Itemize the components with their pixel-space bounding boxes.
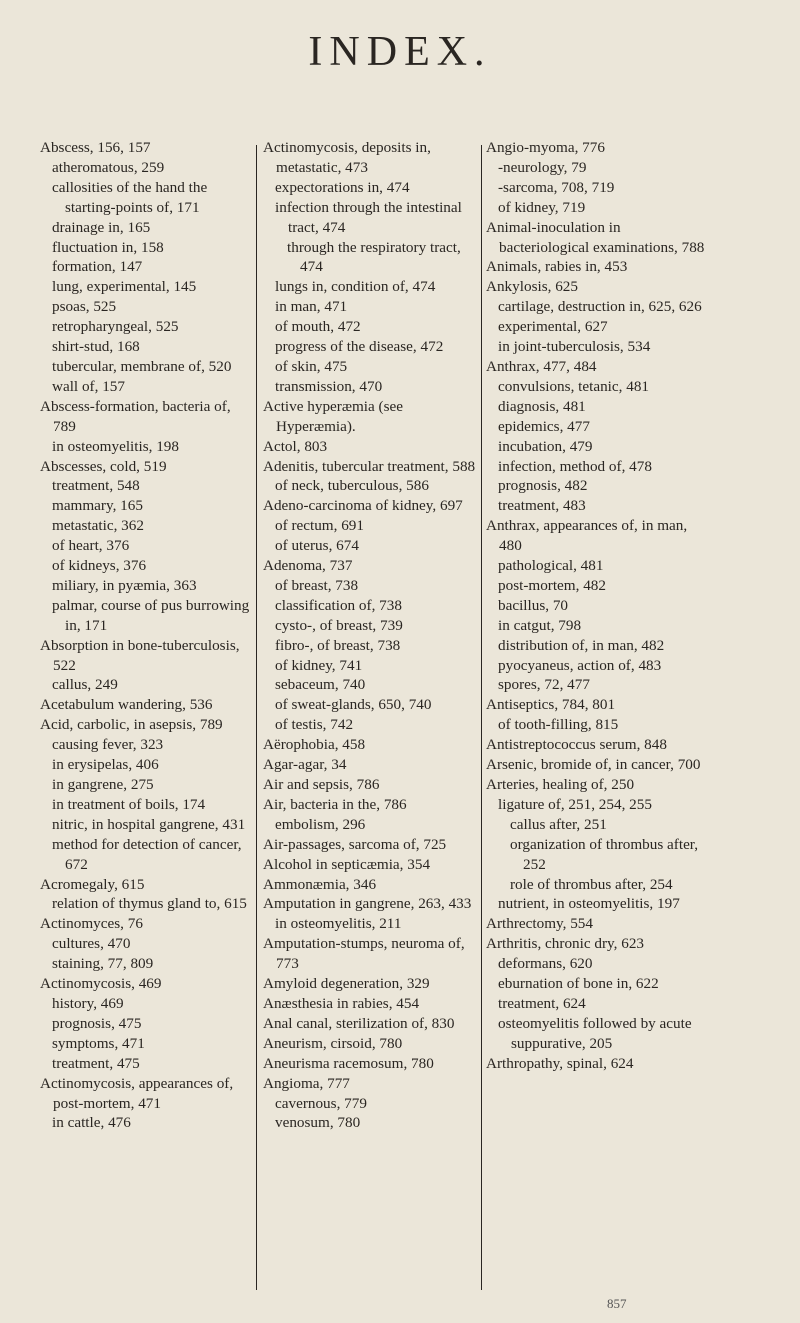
index-subentry: embolism, 296 — [275, 815, 366, 833]
index-column-3 — [486, 138, 711, 1074]
index-subentry: bacillus, 70 — [498, 596, 569, 614]
index-subentry: of kidney, 741 — [275, 656, 363, 674]
index-heading: Actinomycosis, 469 — [40, 975, 162, 993]
index-subentry: of mouth, 472 — [275, 318, 361, 336]
index-subentry: metastatic, 362 — [52, 517, 144, 535]
index-subentry: experimental, 627 — [498, 318, 608, 336]
index-subentry: symptoms, 471 — [52, 1034, 145, 1052]
index-subentry: drainage in, 165 — [52, 218, 151, 236]
index-subentry: osteomyelitis followed by acute suppurative, 205 — [498, 1014, 692, 1052]
index-subentry: mammary, 165 — [52, 497, 143, 515]
index-subentry: callosities of the hand the starting-points of, 171 — [52, 178, 208, 216]
index-subentry: fluctuation in, 158 — [52, 238, 164, 256]
index-subentry: distribution of, in man, 482 — [498, 636, 665, 654]
page-title: INDEX. — [308, 29, 492, 75]
index-subentry: of sweat-glands, 650, 740 — [275, 696, 432, 714]
index-subentry: treatment, 548 — [52, 477, 140, 495]
index-subentry: palmar, course of pus burrowing in, 171 — [52, 596, 250, 634]
index-subentry: in cattle, 476 — [52, 1114, 131, 1132]
index-heading: Acetabulum wandering, 536 — [40, 696, 213, 714]
index-heading: Absorption in bone-tuberculosis, 522 — [40, 636, 240, 674]
index-heading: Acid, carbolic, in asepsis, 789 — [40, 716, 223, 734]
index-subentry: of testis, 742 — [275, 716, 354, 734]
index-subentry: lung, experimental, 145 — [52, 278, 197, 296]
index-heading: Amputation-stumps, neuroma of, 773 — [263, 935, 465, 973]
index-heading: Animal-inoculation in bacteriological examinations, 788 — [486, 218, 705, 256]
index-subentry: infection through the intestinal tract, 474 — [275, 198, 462, 236]
index-subentry: treatment, 624 — [498, 994, 586, 1012]
index-heading: Air-passages, sarcoma of, 725 — [263, 835, 447, 853]
index-subentry: eburnation of bone in, 622 — [498, 975, 659, 993]
index-subentry: classification of, 738 — [275, 596, 402, 614]
index-subentry: role of thrombus after, 254 — [510, 875, 673, 893]
index-subentry: treatment, 483 — [498, 497, 586, 515]
index-subentry: tubercular, membrane of, 520 — [52, 357, 232, 375]
index-subentry: in man, 471 — [275, 298, 348, 316]
index-column-2 — [263, 138, 478, 1133]
index-subentry: deformans, 620 — [498, 955, 593, 973]
index-heading: Aërophobia, 458 — [263, 736, 366, 754]
index-subentry: venosum, 780 — [275, 1114, 361, 1132]
index-subentry: of neck, tuberculous, 586 — [275, 477, 429, 495]
index-heading: Alcohol in septicæmia, 354 — [263, 855, 431, 873]
index-subentry: incubation, 479 — [498, 437, 593, 455]
index-subentry: formation, 147 — [52, 258, 143, 276]
index-heading: Acromegaly, 615 — [40, 875, 145, 893]
index-subentry: cartilage, destruction in, 625, 626 — [498, 298, 702, 316]
index-subentry: -sarcoma, 708, 719 — [498, 178, 615, 196]
index-subentry: of heart, 376 — [52, 537, 130, 555]
index-heading: Arthropathy, spinal, 624 — [486, 1054, 634, 1072]
index-heading: Adeno-carcinoma of kidney, 697 — [263, 497, 463, 515]
index-heading: Arthrectomy, 554 — [486, 915, 593, 933]
index-heading: Anthrax, appearances of, in man, 480 — [486, 517, 688, 555]
index-heading: Angio-myoma, 776 — [486, 139, 605, 156]
index-subentry: of tooth-filling, 815 — [498, 716, 619, 734]
index-subentry: in treatment of boils, 174 — [52, 795, 206, 813]
index-subentry: pyocyaneus, action of, 483 — [498, 656, 662, 674]
index-subentry: callus after, 251 — [510, 815, 607, 833]
index-subentry: in erysipelas, 406 — [52, 756, 159, 774]
index-subentry: pathological, 481 — [498, 557, 604, 575]
index-subentry: convulsions, tetanic, 481 — [498, 377, 650, 395]
index-subentry: of kidney, 719 — [498, 198, 586, 216]
index-heading: Arthritis, chronic dry, 623 — [486, 935, 645, 953]
index-subentry: transmission, 470 — [275, 377, 383, 395]
index-heading: Animals, rabies in, 453 — [486, 258, 628, 276]
index-heading: Anal canal, sterilization of, 830 — [263, 1014, 455, 1032]
index-heading: Actol, 803 — [263, 437, 328, 455]
index-heading: Arteries, healing of, 250 — [486, 776, 635, 793]
index-subentry: in joint-tuberculosis, 534 — [498, 338, 651, 356]
index-heading: Air and sepsis, 786 — [263, 776, 380, 793]
index-heading: Actinomycosis, deposits in, metastatic, 473 — [263, 139, 431, 176]
index-heading: Arsenic, bromide of, in cancer, 700 — [486, 756, 701, 774]
index-subentry: method for detection of cancer, 672 — [52, 835, 242, 873]
index-heading: Air, bacteria in the, 786 — [263, 795, 407, 813]
index-subentry: nutrient, in osteomyelitis, 197 — [498, 895, 680, 913]
index-heading: Actinomycosis, appearances of, post-mortem, 471 — [40, 1074, 234, 1112]
index-subentry: treatment, 475 — [52, 1054, 140, 1072]
index-heading: Antistreptococcus serum, 848 — [486, 736, 667, 754]
index-subentry: atheromatous, 259 — [52, 158, 165, 176]
index-subentry: lungs in, condition of, 474 — [275, 278, 436, 296]
index-subentry: shirt-stud, 168 — [52, 338, 140, 356]
index-heading: Aneurism, cirsoid, 780 — [263, 1034, 403, 1052]
index-heading: Anthrax, 477, 484 — [486, 357, 597, 375]
index-heading: Adenitis, tubercular treatment, 588 — [263, 457, 476, 475]
index-subentry: callus, 249 — [52, 676, 118, 694]
index-heading: Abscesses, cold, 519 — [40, 457, 167, 475]
index-subentry: in osteomyelitis, 211 — [275, 915, 402, 933]
index-subentry: in gangrene, 275 — [52, 776, 154, 793]
index-heading: Amputation in gangrene, 263, 433 — [263, 895, 472, 913]
index-heading: Ankylosis, 625 — [486, 278, 578, 296]
index-subentry: miliary, in pyæmia, 363 — [52, 576, 197, 594]
index-heading: Actinomyces, 76 — [40, 915, 143, 933]
index-subentry: -neurology, 79 — [498, 158, 587, 176]
index-subentry: prognosis, 475 — [52, 1014, 142, 1032]
index-subentry: infection, method of, 478 — [498, 457, 652, 475]
index-subentry: retropharyngeal, 525 — [52, 318, 179, 336]
index-heading: Agar-agar, 34 — [263, 756, 347, 774]
index-subentry: organization of thrombus after, 252 — [510, 835, 699, 873]
index-subentry: staining, 77, 809 — [52, 955, 154, 973]
index-subentry: spores, 72, 477 — [498, 676, 590, 694]
index-heading: Ammonæmia, 346 — [263, 875, 377, 893]
index-subentry: in osteomyelitis, 198 — [52, 437, 179, 455]
index-subentry: post-mortem, 482 — [498, 576, 606, 594]
index-subentry: history, 469 — [52, 994, 124, 1012]
index-subentry: expectorations in, 474 — [275, 178, 410, 196]
index-subentry: cysto-, of breast, 739 — [275, 616, 403, 634]
page-number: 857 — [607, 1296, 627, 1311]
index-heading: Angioma, 777 — [263, 1074, 350, 1092]
index-heading: Anæsthesia in rabies, 454 — [263, 994, 420, 1012]
index-heading: Active hyperæmia (see Hyperæmia). — [263, 397, 404, 435]
index-subentry: diagnosis, 481 — [498, 397, 586, 415]
index-subentry: nitric, in hospital gangrene, 431 — [52, 815, 246, 833]
index-heading: Amyloid degeneration, 329 — [263, 975, 430, 993]
index-subentry: progress of the disease, 472 — [275, 338, 444, 356]
index-subentry: prognosis, 482 — [498, 477, 588, 495]
index-subentry: causing fever, 323 — [52, 736, 164, 754]
index-subentry: sebaceum, 740 — [275, 676, 366, 694]
index-heading: Antiseptics, 784, 801 — [486, 696, 616, 714]
index-subentry: of rectum, 691 — [275, 517, 364, 535]
index-heading: Abscess-formation, bacteria of, 789 — [40, 397, 231, 435]
index-subentry: fibro-, of breast, 738 — [275, 636, 401, 654]
index-column-1 — [40, 138, 255, 1133]
column-divider — [481, 145, 482, 1290]
index-subentry: of uterus, 674 — [275, 537, 359, 555]
index-subentry: in catgut, 798 — [498, 616, 582, 634]
index-subentry: of breast, 738 — [275, 576, 359, 594]
column-divider — [256, 145, 257, 1290]
index-subentry: ligature of, 251, 254, 255 — [498, 795, 652, 813]
index-heading: Adenoma, 737 — [263, 557, 353, 575]
index-subentry: of kidneys, 376 — [52, 557, 147, 575]
index-subentry: epidemics, 477 — [498, 417, 590, 435]
index-heading: Abscess, 156, 157 — [40, 139, 151, 156]
index-subentry: of skin, 475 — [275, 357, 348, 375]
index-subentry: relation of thymus gland to, 615 — [52, 895, 247, 913]
index-subentry: through the respiratory tract, 474 — [287, 238, 461, 276]
index-heading: Aneurisma racemosum, 780 — [263, 1054, 434, 1072]
index-subentry: wall of, 157 — [52, 377, 125, 395]
index-subentry: psoas, 525 — [52, 298, 117, 316]
index-subentry: cavernous, 779 — [275, 1094, 367, 1112]
index-subentry: cultures, 470 — [52, 935, 131, 953]
